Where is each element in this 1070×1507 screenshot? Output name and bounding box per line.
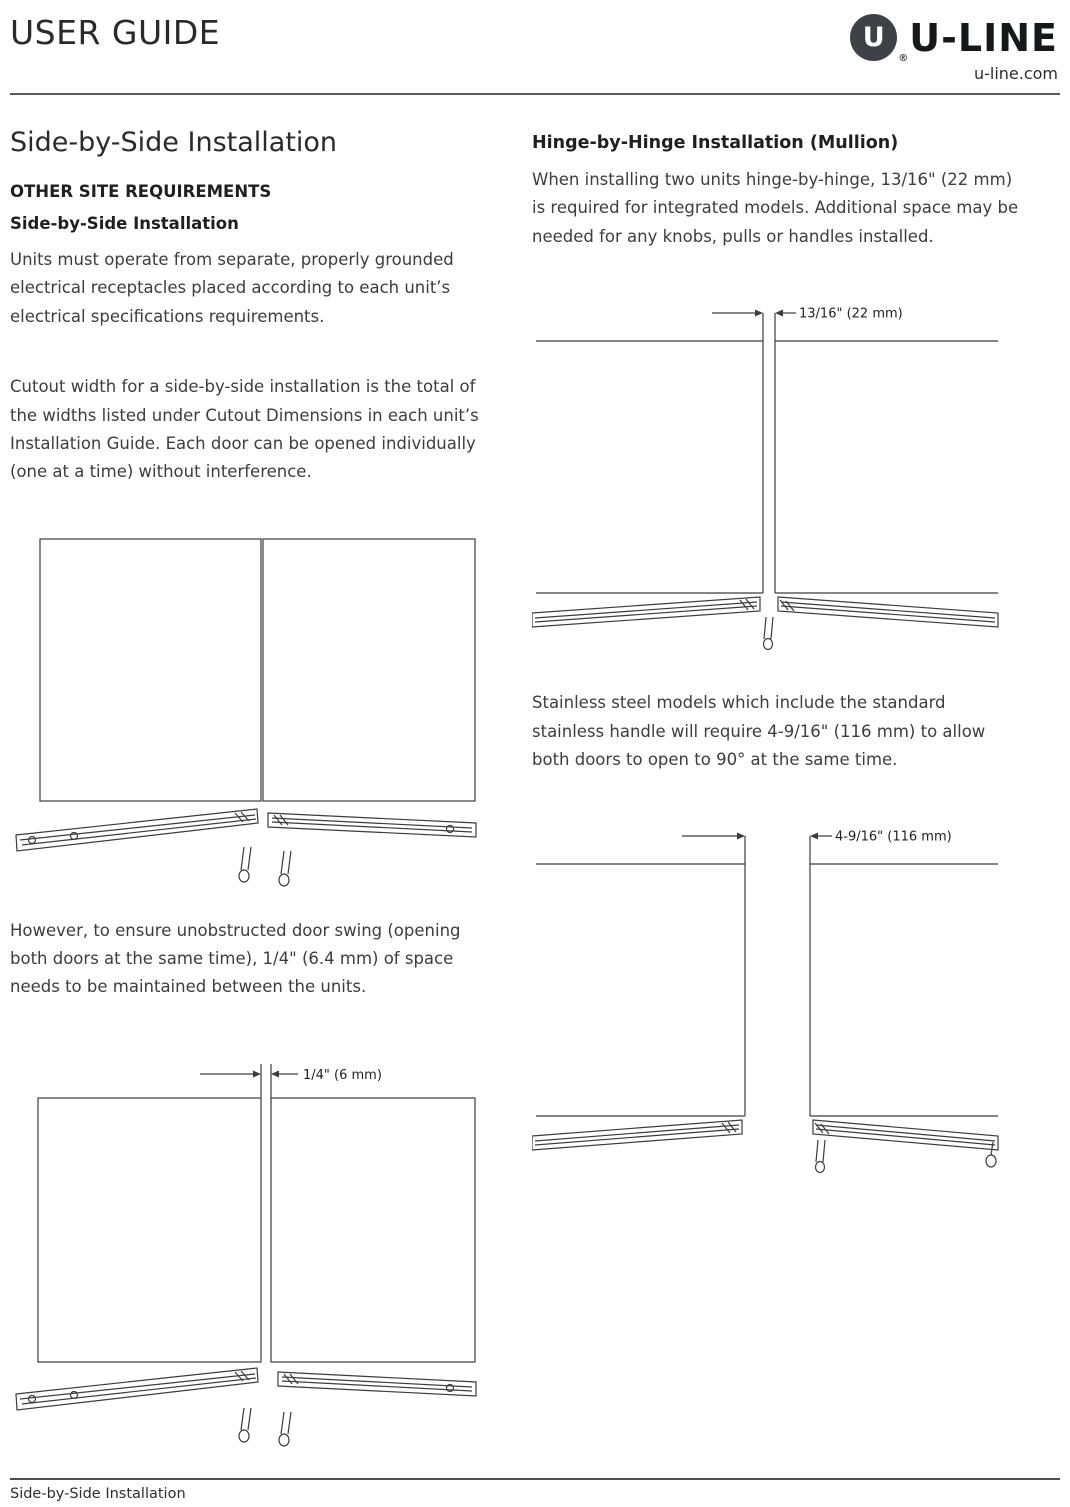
quarter-inch-gap-diagram <box>10 1046 480 1448</box>
page-header <box>0 0 1070 83</box>
gap-dimension-lines <box>200 1064 298 1098</box>
left-door <box>38 1098 261 1362</box>
content-columns <box>0 95 1070 1448</box>
mullion-gap-diagram <box>532 301 1002 661</box>
dimension-label: 4-9/16" (116 mm) <box>835 829 952 845</box>
left-door <box>536 313 763 593</box>
right-column <box>532 95 1020 1448</box>
subsection-title-requirements: OTHER SITE REQUIREMENTS <box>10 182 272 201</box>
stainless-handle-gap-diagram <box>532 824 1002 1196</box>
right-grille <box>813 1120 998 1150</box>
right-grille <box>778 597 998 627</box>
left-grille <box>16 1368 258 1410</box>
paragraph: When installing two units hinge-by-hinge, 13/16" (22 mm) is required for integrated models. Additional space may be needed for any knobs, pulls or handles installed. <box>532 170 1019 246</box>
leveling-leg <box>764 617 774 650</box>
subsection-title-side-by-side: Side-by-Side Installation <box>10 214 239 233</box>
hinge-by-hinge-heading: Hinge-by-Hinge Installation (Mullion) <box>532 133 899 153</box>
paragraph: However, to ensure unobstructed door swing (opening both doors at the same time), 1/4" (6.4 mm) of space needs to be maintained between the units. <box>10 920 461 997</box>
brand-name: U-LINE <box>909 15 1058 60</box>
side-by-side-doors-diagram <box>10 537 480 889</box>
dimension-arrowheads <box>253 1070 279 1077</box>
right-door <box>263 539 475 801</box>
right-grille <box>278 1372 476 1396</box>
left-grille <box>532 1120 742 1150</box>
page-footer <box>10 1478 1060 1502</box>
leveling-legs <box>239 847 291 886</box>
left-grille <box>532 597 760 627</box>
left-grille <box>16 809 258 851</box>
right-grille <box>268 813 476 837</box>
paragraph: Cutout width for a side-by-side installation is the total of the widths listed under Cutout Dimensions in each unit’s Installation Guide. Each door can be opened individually (one at a time) without interference. <box>10 377 479 482</box>
dimension-arrowheads <box>737 833 818 840</box>
left-column <box>10 95 488 1448</box>
right-door <box>775 313 998 593</box>
document-title: USER GUIDE <box>10 13 221 52</box>
left-door <box>40 539 261 801</box>
paragraph: Stainless steel models which include the standard stainless handle will require 4-9/16" (116 mm) to allow both doors to open to 90° at the same time. <box>532 693 986 769</box>
brand-website: u-line.com <box>973 64 1058 83</box>
section-heading: Side-by-Side Installation <box>10 127 338 158</box>
logo-letter: U <box>862 22 885 53</box>
uline-logo <box>850 14 1060 83</box>
right-door <box>810 836 998 1116</box>
dimension-label: 13/16" (22 mm) <box>799 306 903 322</box>
left-door <box>536 836 745 1116</box>
leveling-legs <box>239 1408 291 1446</box>
uline-logo-mark <box>850 14 909 64</box>
dimension-arrowheads <box>755 310 783 317</box>
uline-logo-row <box>850 14 1058 64</box>
dimension-label: 1/4" (6 mm) <box>303 1067 382 1083</box>
footer-text: Side-by-Side Installation <box>10 1486 186 1502</box>
paragraph: Units must operate from separate, properly grounded electrical receptacles placed according to each unit’s electrical specifications requirements. <box>10 250 454 326</box>
registered-trademark: ® <box>898 53 909 64</box>
leveling-leg <box>816 1140 997 1173</box>
right-door <box>271 1098 475 1362</box>
